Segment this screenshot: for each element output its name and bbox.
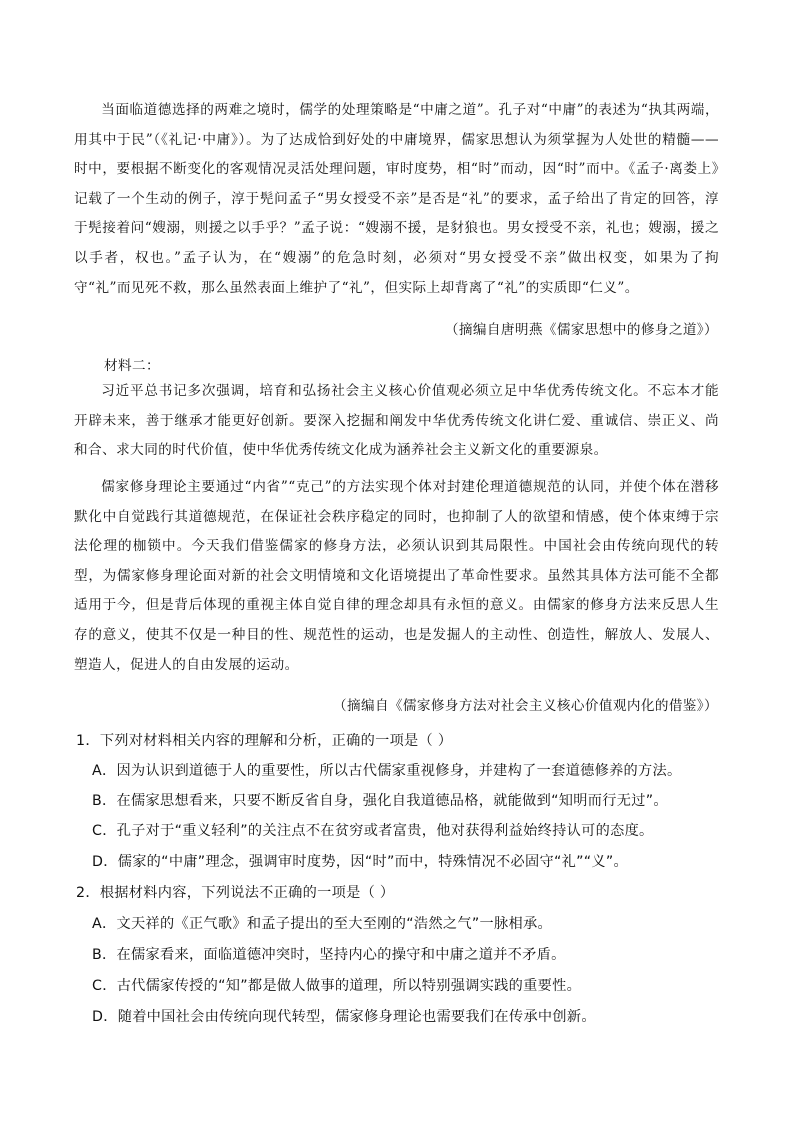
question-2-option-a[interactable]: A．文天祥的《正气歌》和孟子提出的至大至刚的“浩然之气”一脉相承。	[92, 916, 552, 932]
question-1-option-a[interactable]: A．因为认识到道德于人的重要性，所以古代儒家重视修身，并建构了一套道德修养的方法。	[92, 763, 682, 779]
question-1-option-c[interactable]: C．孔子对于“重义轻利”的关注点不在贫穷或者富贵，他对获得利益始终持认可的态度。	[92, 823, 654, 839]
material-two-label: 材料二：	[104, 358, 160, 374]
question-2-option-b[interactable]: B．在儒家看来，面临道德冲突时，坚持内心的操守和中庸之道并不矛盾。	[92, 947, 566, 963]
question-2-option-c[interactable]: C．古代儒家传授的“知”都是做人做事的道理，所以特别强调实践的重要性。	[92, 978, 582, 994]
material-two-source: （摘编自《儒家修身方法对社会主义核心价值观内化的借鉴》）	[332, 698, 718, 714]
question-2-option-d[interactable]: D．随着中国社会由传统向现代转型，儒家修身理论也需要我们在传承中创新。	[92, 1009, 596, 1025]
question-1-stem: 1．下列对材料相关内容的理解和分析，正确的一项是（ ）	[76, 733, 453, 749]
question-1-option-d[interactable]: D．儒家的“中庸”理念，强调审时度势，因“时”而中，特殊情况不必固守“礼”“义”。	[92, 854, 629, 870]
material-one-source: （摘编自唐明燕《儒家思想中的修身之道》）	[444, 322, 718, 338]
question-1-option-b[interactable]: B．在儒家思想看来，只要不断反省自身，强化自我道德品格，就能做到“知明而行无过”。	[92, 793, 668, 809]
material-two-paragraph-2: 儒家修身理论主要通过“内省”“克己”的方法实现个体对封建伦理道德规范的认同，并使个体在潜移默化中自觉践行其道德规范，在保证社会秩序稳定的同时，也抑制了人的欲望和情感，使个体束缚于宗法伦理的枷锁中。今天我们借鉴儒家的修身方法，必须认识到其局限性。中国社会由传统向现代的转型，为儒家修身理论面对新的社会文明情境和文化语境提出了革命性要求。虽然其具体方法可能不全都适用于今，但是背后体现的重视主体自觉自律的理念却具有永恒的意义。由儒家的修身方法来反思人生存的意义，使其不仅是一种目的性、规范性的运动，也是发掘人的主动性、创造性，解放人、发展人、塑造人，促进人的自由发展的运动。	[74, 479, 719, 673]
question-2-stem: 2．根据材料内容，下列说法不正确的一项是（ ）	[76, 885, 395, 901]
material-one-paragraph: 当面临道德选择的两难之境时，儒学的处理策略是“中庸之道”。孔子对“中庸”的表述为“执其两端，用其中于民”（《礼记·中庸》）。为了达成恰到好处的中庸境界，儒家思想认为须掌握为人处世的精髓——时中，要根据不断变化的客观情况灵活处理问题，审时度势，相“时”而动，因“时”而中。《孟子·离娄上》记载了一个生动的例子，淳于髡问孟子“男女授受不亲”是否是“礼”的要求，孟子给出了肯定的回答，淳于髡接着问“嫂溺，则援之以手乎？”孟子说：“嫂溺不援，是豺狼也。男女授受不亲，礼也；嫂溺，援之以手者，权也。”孟子认为，在“嫂溺”的危急时刻，必须对“男女授受不亲”做出权变，如果为了拘守“礼”而见死不救，那么虽然表面上维护了“礼”，但实际上却背离了“礼”的实质即“仁义”。	[74, 102, 719, 296]
material-two-paragraph-1: 习近平总书记多次强调，培育和弘扬社会主义核心价值观必须立足中华优秀传统文化。不忘本才能开辟未来，善于继承才能更好创新。要深入挖掘和阐发中华优秀传统文化讲仁爱、重诚信、崇正义、尚和合、求大同的时代价值，使中华优秀传统文化成为涵养社会主义新文化的重要源泉。	[74, 383, 719, 459]
